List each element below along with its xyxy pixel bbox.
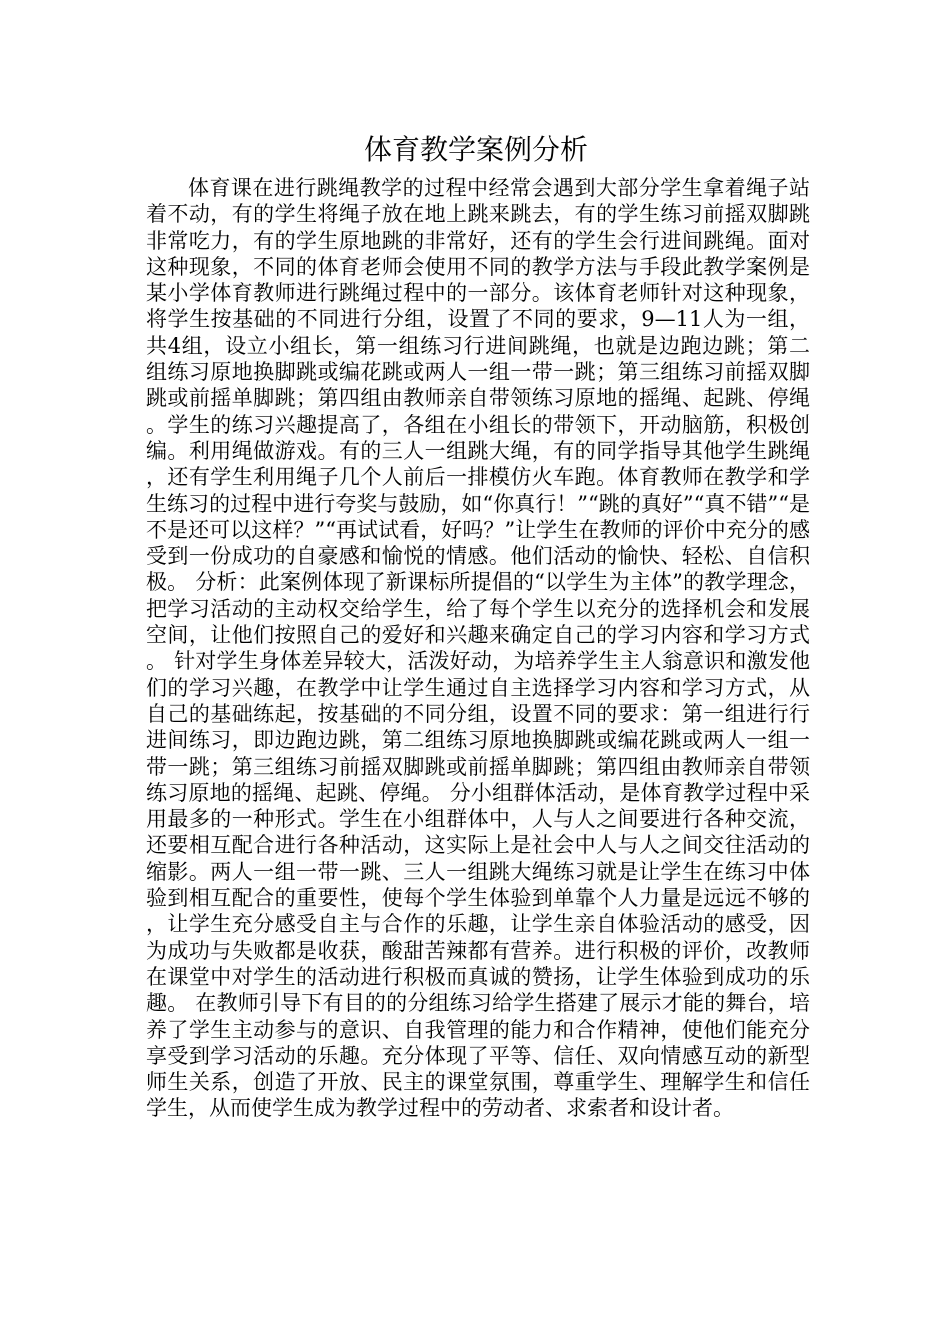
document-body-paragraph: 体育课在进行跳绳教学的过程中经常会遇到大部分学生拿着绳子站着不动，有的学生将绳子放在地上跳来跳去，有的学生练习前摇双脚跳非常吃力，有的学生原地跳的非常好，还有的学生会行进间跳绳。面对这种现象，不同的体育老师会使用不同的教学方法与手段此教学案例是某小学体育教师进行跳绳过程中的一部分。该体育老师针对这种现象，将学生按基础的不同进行分组，设置了不同的要求，9—11人为一组，共4组，设立小组长，第一组练习行进间跳绳，也就是边跑边跳；第二组练习原地换脚跳或编花跳或两人一组一带一跳；第三组练习前摇双脚跳或前摇单脚跳；第四组由教师亲自带领练习原地的摇绳、起跳、停绳。学生的练习兴趣提高了，各组在小组长的带领下，开动脑筋，积极创编。利用绳做游戏。有的三人一组跳大绳，有的同学指导其他学生跳绳，还有学生利用绳子几个人前后一排模仿火车跑。体育教师在教学和学生练习的过程中进行夸奖与鼓励，如“你真行！”“跳的真好”“真不错”“是不是还可以这样？”“再试试看，好吗？”让学生在教师的评价中充分的感受到一份成功的自豪感和愉悦的情感。他们活动的愉快、轻松、自信积极。 分析：此案例体现了新课标所提倡的“以学生为主体”的教学理念，把学习活动的主动权交给学生，给了每个学生以充分的选择机会和发展空间，让他们按照自己的爱好和兴趣来确定自己的学习内容和学习方式。 针对学生身体差异较大，活泼好动，为培养学生主人翁意识和激发他们的学习兴趣，在教学中让学生通过自主选择学习内容和学习方式，从自己的基础练起，按基础的不同分组，设置不同的要求：第一组进行行进间练习，即边跑边跳，第二组练习原地换脚跳或编花跳或两人一组一带一跳；第三组练习前摇双脚跳或前摇单脚跳；第四组由教师亲自带领练习原地的摇绳、起跳、停绳。 分小组群体活动，是体育教学过程中采用最多的一种形式。学生在小组群体中，人与人之间要进行各种交流，还要相互配合进行各种活动，这实际上是社会中人与人之间交往活动的缩影。两人一组一带一跳、三人一组跳大绳练习就是让学生在练习中体验到相互配合的重要性，使每个学生体验到单靠个人力量是远远不够的，让学生充分感受自主与合作的乐趣，让学生亲自体验活动的感受，因为成功与失败都是收获，酸甜苦辣都有营养。进行积极的评价，改教师在课堂中对学生的活动进行积极而真诚的赞扬，让学生体验到成功的乐趣。 在教师引导下有目的的分组练习给学生搭建了展示才能的舞台，培养了学生主动参与的意识、自我管理的能力和合作精神，使他们能充分享受到学习活动的乐趣。充分体现了平等、信任、双向情感互动的新型师生关系，创造了开放、民主的课堂氛围，尊重学生、理解学生和信任学生，从而使学生成为教学过程中的劳动者、求索者和设计者。 — [146, 176, 810, 1121]
document-title: 体育教学案例分析 — [363, 133, 588, 166]
